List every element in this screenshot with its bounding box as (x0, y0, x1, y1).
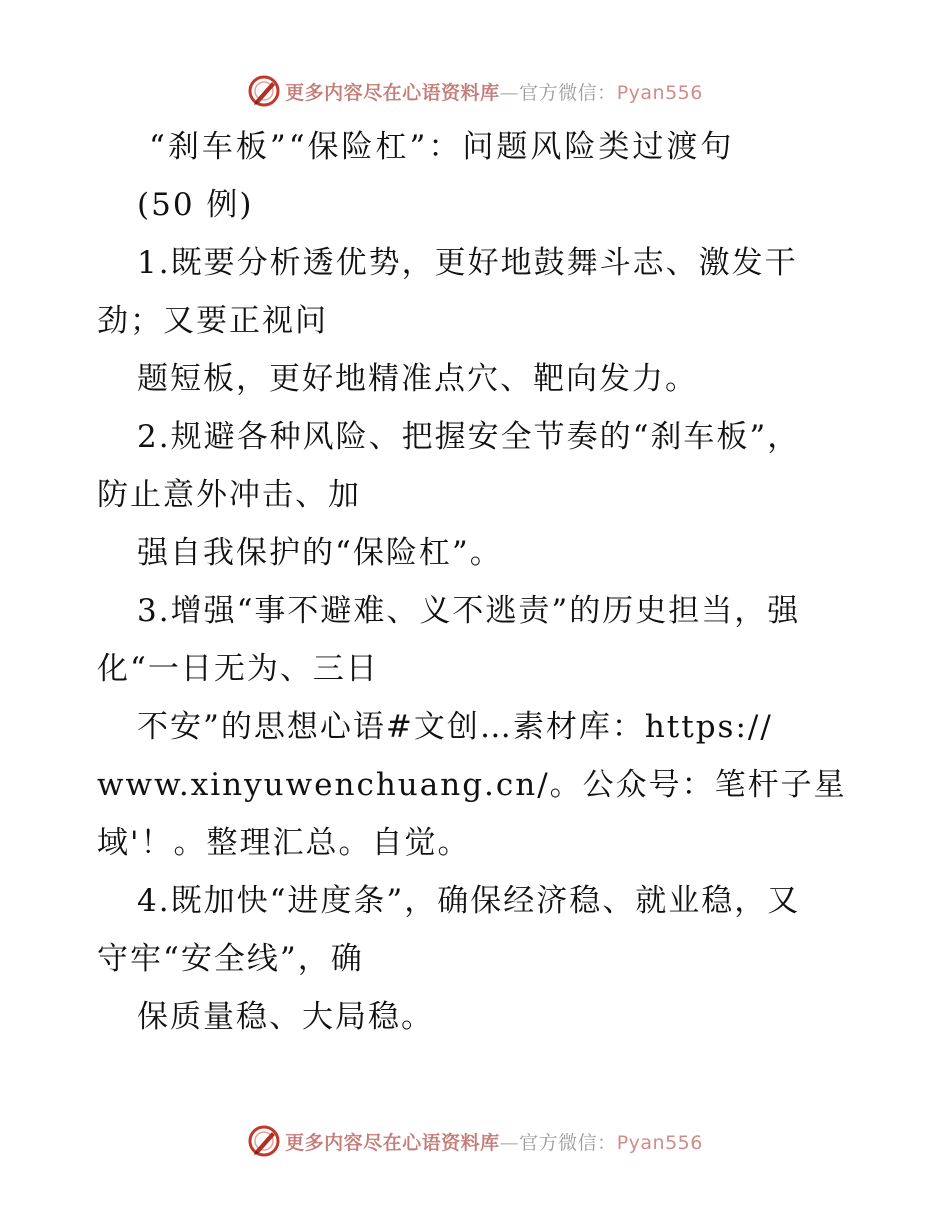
document-line: 防止意外冲击、加 (97, 477, 361, 513)
document-line: 不安”的思想心语#文创…素材库：https:// (137, 709, 773, 745)
document-line: “刹车板”“保险杠”：问题风险类过渡句 (149, 129, 735, 165)
pen-logo-icon (247, 74, 281, 108)
pen-logo-icon (247, 1124, 281, 1158)
document-line: 4.既加快“进度条”，确保经济稳、就业稳，又 (137, 883, 801, 919)
watermark-account: Pyan556 (616, 81, 703, 104)
watermark-library: 更多内容尽在心语资料库 (285, 1131, 500, 1154)
watermark-library: 更多内容尽在心语资料库 (285, 81, 500, 104)
document-line: 3.增强“事不避难、义不逃责”的历史担当，强 (137, 593, 801, 629)
footer-watermark-banner (0, 1121, 950, 1161)
watermark-official: 官方微信： (519, 1131, 617, 1154)
watermark-account: Pyan556 (616, 1131, 703, 1154)
document-line: (50 例) (137, 187, 254, 223)
watermark-official: 官方微信： (519, 81, 617, 104)
document-line: 保质量稳、大局稳。 (137, 999, 434, 1035)
document-body (97, 118, 857, 1046)
document-line: 2.规避各种风险、把握安全节奏的“刹车板”， (137, 419, 801, 455)
document-line: 1.既要分析透优势，更好地鼓舞斗志、激发干 (137, 245, 798, 281)
document-line: 域'！。整理汇总。自觉。 (97, 825, 471, 861)
document-line: www.xinyuwenchuang.cn/。公众号：笔杆子星 (97, 767, 847, 803)
watermark-separator: — (499, 81, 520, 104)
header-watermark-banner (0, 71, 950, 111)
document-line: 题短板，更好地精准点穴、靶向发力。 (137, 361, 698, 397)
document-line: 强自我保护的“保险杠”。 (137, 535, 503, 571)
document-line: 劲；又要正视问 (97, 303, 328, 339)
document-line: 化“一日无为、三日 (97, 651, 379, 687)
watermark-text (285, 1128, 703, 1155)
watermark-text (285, 78, 703, 105)
watermark-separator: — (499, 1131, 520, 1154)
document-line: 守牢“安全线”，确 (97, 941, 364, 977)
